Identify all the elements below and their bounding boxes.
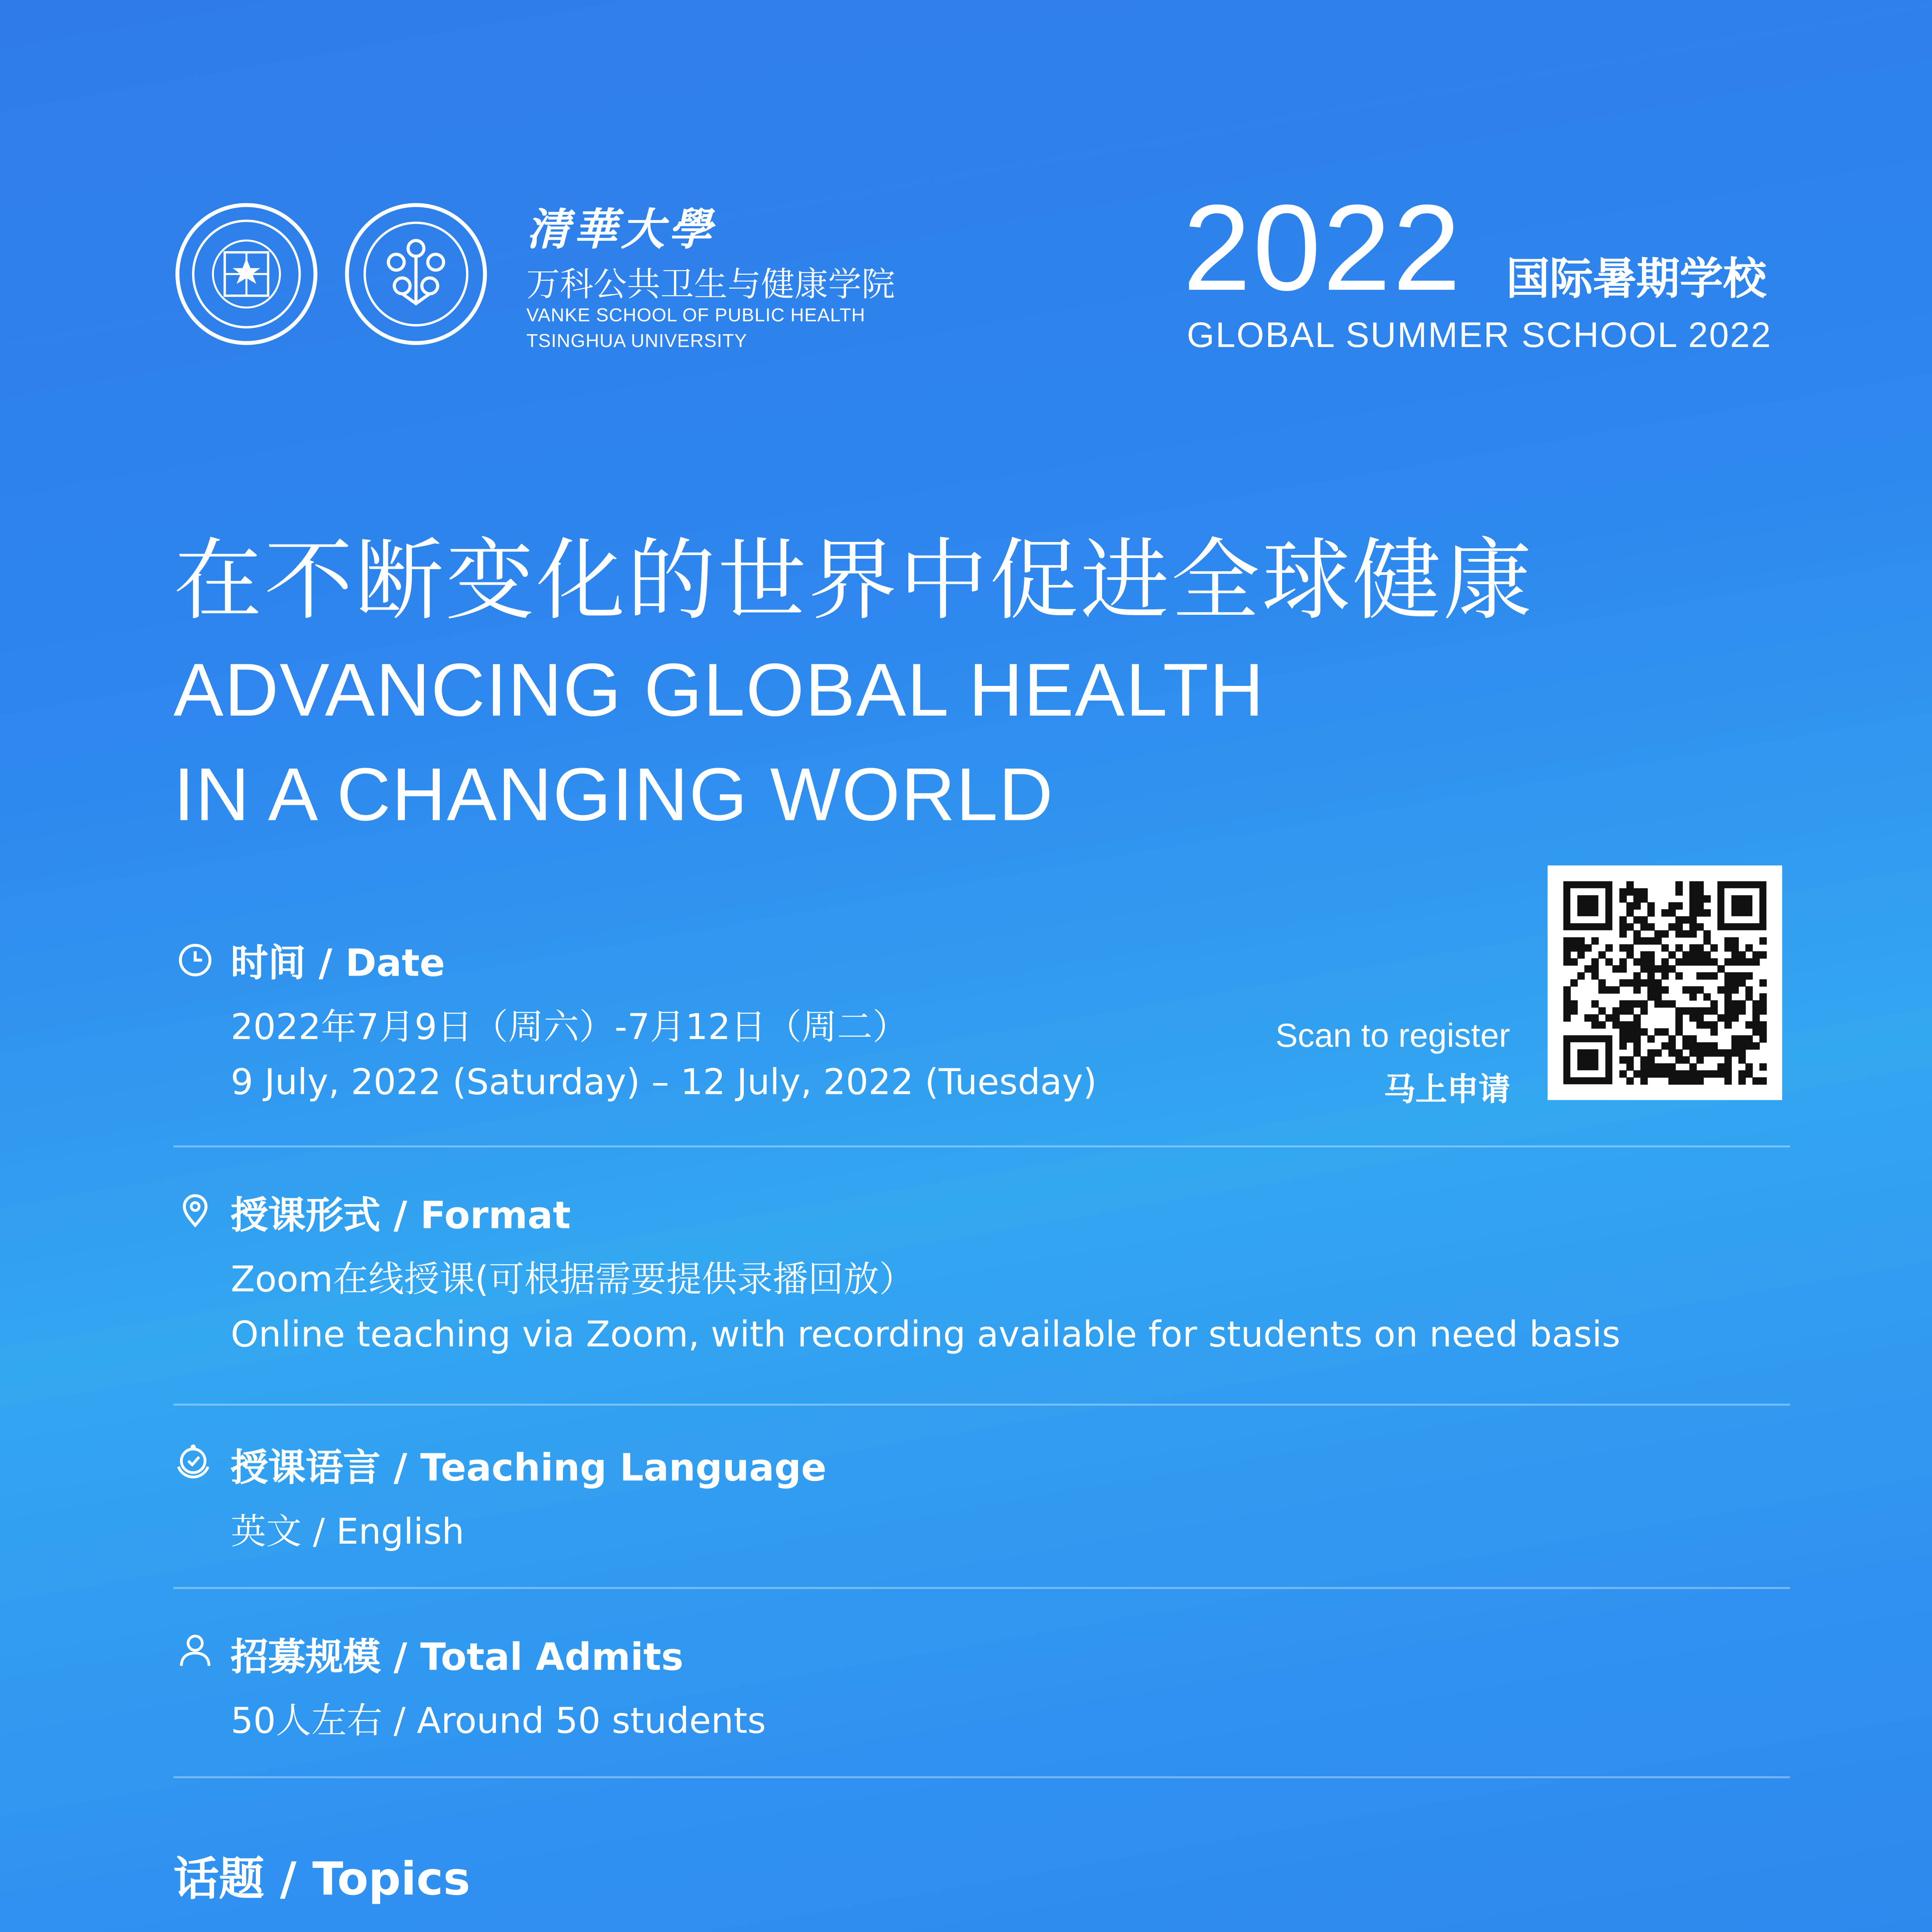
main-title-en-line1: ADVANCING GLOBAL HEALTH <box>173 650 1265 733</box>
tsinghua-wordmark: 清華大學 <box>526 205 716 257</box>
language-icon <box>175 1443 211 1479</box>
main-title-cn: 在不断变化的世界中促进全球健康 <box>173 528 1534 633</box>
tsinghua-seal-logo <box>173 201 320 347</box>
person-icon <box>177 1632 213 1668</box>
topics-heading: 话题 / Topics <box>173 1855 470 1906</box>
program-name-en: GLOBAL SUMMER SCHOOL 2022 <box>1187 315 1772 355</box>
admits-line: 50人左右 / Around 50 students <box>230 1701 766 1743</box>
admits-heading: 招募规模 / Total Admits <box>230 1636 684 1680</box>
divider <box>173 1145 1790 1147</box>
language-heading: 授课语言 / Teaching Language <box>230 1447 827 1491</box>
divider <box>173 1587 1790 1589</box>
register-qr-code[interactable] <box>1548 866 1782 1100</box>
apply-now-label: 马上申请 <box>1384 1070 1510 1108</box>
program-year: 2022 <box>1183 181 1463 318</box>
clock-icon <box>177 942 213 978</box>
school-name-cn: 万科公共卫生与健康学院 <box>526 266 895 306</box>
format-line-cn: Zoom在线授课(可根据需要提供录播回放） <box>230 1260 915 1301</box>
program-name-cn: 国际暑期学校 <box>1506 256 1767 306</box>
main-title-en-line2: IN A CHANGING WORLD <box>173 755 1054 838</box>
divider <box>173 1404 1790 1406</box>
location-pin-icon <box>177 1193 213 1228</box>
format-line-en: Online teaching via Zoom, with recording available for students on need basis <box>230 1315 1621 1357</box>
date-heading: 时间 / Date <box>230 942 445 986</box>
date-line-cn: 2022年7月9日（周六）-7月12日（周二） <box>230 1007 908 1049</box>
divider <box>173 1776 1790 1778</box>
date-line-en: 9 July, 2022 (Saturday) – 12 July, 2022 (Tuesday) <box>230 1063 1097 1104</box>
school-name-en-line2: TSINGHUA UNIVERSITY <box>526 331 747 353</box>
vanke-school-logo <box>343 201 489 347</box>
format-heading: 授课形式 / Format <box>230 1194 571 1238</box>
school-name-en-line1: VANKE SCHOOL OF PUBLIC HEALTH <box>526 305 866 327</box>
language-line: 英文 / English <box>230 1512 464 1554</box>
scan-to-register-label: Scan to register <box>1275 1017 1510 1055</box>
